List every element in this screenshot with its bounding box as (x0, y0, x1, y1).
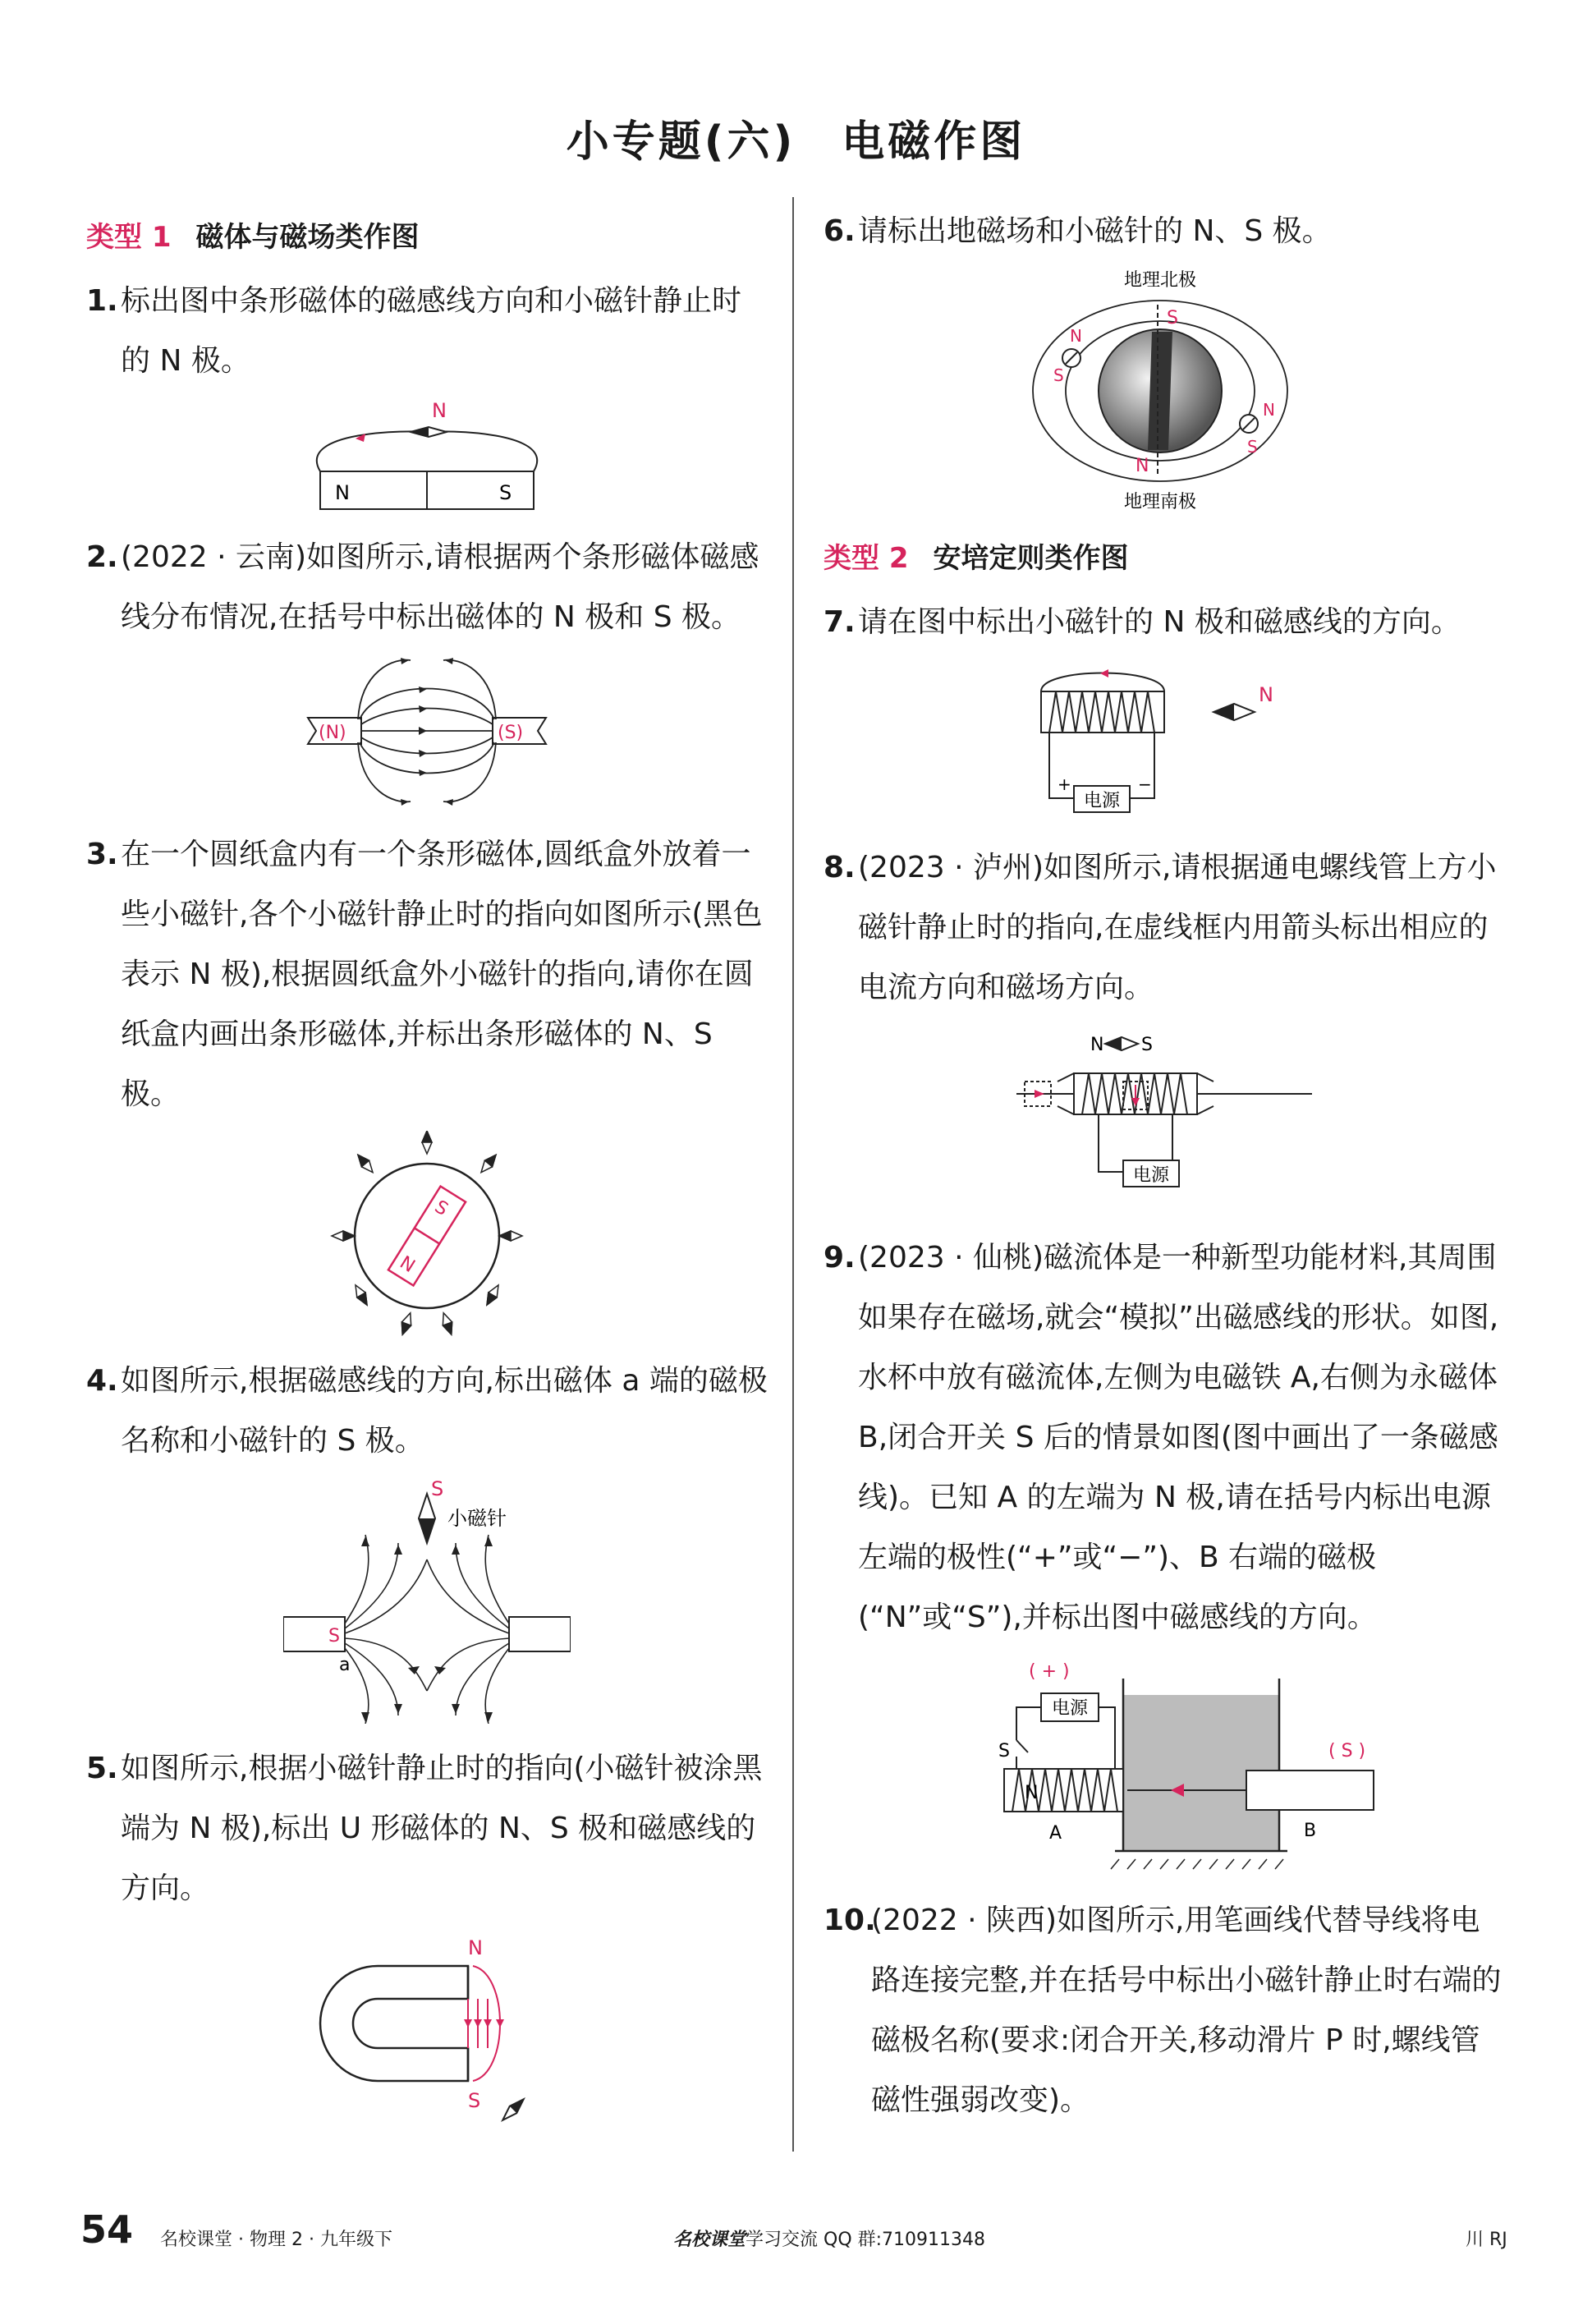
figure-6-s-left: S (1053, 365, 1064, 385)
question-4-text: 如图所示,根据磁感线的方向,标出磁体 a 端的磁极名称和小磁针的 S 极。 (121, 1364, 768, 1458)
figure-6-earth-field (1029, 268, 1300, 514)
page-title: 小专题(六) 电磁作图 (566, 117, 1026, 167)
figure-2-right-label: (S) (498, 723, 524, 743)
figure-8-source: 电源 (1132, 1165, 1170, 1186)
question-8-text: (2023 · 泸州)如图所示,请根据通电螺线管上方小磁针静止时的指向,在虚线框内用箭头标出相应的电流方向和磁场方向。 (858, 851, 1497, 1004)
figure-2-two-magnets (304, 654, 550, 810)
figure-6-n-bottom: N (1136, 456, 1149, 476)
question-9-number: 9. (824, 1241, 856, 1275)
figure-5-top-n: N (468, 1936, 483, 1959)
figure-5-bottom-s: S (468, 2089, 481, 2112)
figure-1-s-label: S (499, 481, 512, 504)
figure-9-b: B (1304, 1821, 1317, 1841)
type-1-heading (86, 208, 768, 268)
question-7-text: 请在图中标出小磁针的 N 极和磁感线的方向。 (858, 605, 1461, 639)
figure-4-pole-s: S (328, 1626, 340, 1647)
question-2-text: (2022 · 云南)如图所示,请根据两个条形磁体磁感线分布情况,在括号中标出磁体的 N 极和 S 极。 (121, 540, 759, 634)
figure-7-solenoid (1025, 659, 1304, 823)
question-10-number: 10. (824, 1904, 876, 1937)
question-9 (824, 1228, 1505, 1647)
figure-1-bar-magnet (287, 397, 567, 512)
figure-7-needle-n: N (1259, 683, 1273, 706)
question-6-number: 6. (824, 214, 856, 248)
figure-9-a: A (1049, 1823, 1062, 1844)
figure-6-s-top: S (1167, 308, 1178, 328)
left-column (86, 201, 768, 2137)
type-1-title: 磁体与磁场类作图 (195, 221, 420, 254)
figure-6-north-label: 地理北极 (1123, 270, 1197, 291)
figure-6-n-right: N (1263, 400, 1275, 420)
column-divider (792, 197, 794, 2152)
question-6 (824, 201, 1505, 261)
figure-2-left-label: (N) (319, 723, 346, 743)
question-1 (86, 271, 768, 391)
type-1-tag: 类型 1 (86, 221, 172, 254)
question-1-number: 1. (86, 284, 118, 318)
edition-code: 川 RJ (1466, 2230, 1507, 2250)
page-footer (0, 2207, 1592, 2257)
figure-3-paper-box (328, 1131, 525, 1336)
figure-9-b-pole: ( S ) (1328, 1741, 1366, 1761)
figure-1-n-label: N (335, 481, 350, 504)
figure-7-plus: + (1058, 774, 1071, 794)
brand-logo: 名校课堂 (673, 2230, 746, 2250)
figure-8-solenoid-box (1008, 1024, 1320, 1213)
figure-3-n-label: N (396, 1252, 419, 1278)
question-8 (824, 838, 1505, 1017)
type-2-heading (824, 529, 1505, 589)
figure-3-s-label: S (430, 1196, 452, 1220)
question-3-text: 在一个圆纸盒内有一个条形磁体,圆纸盒外放着一些小磁针,各个小磁针静止时的指向如图所示(黑色表示 N 极),根据圆纸盒外小磁针的指向,请你在圆纸盒内画出条形磁体,并标出条形磁体的 N、S 极。 (121, 838, 763, 1111)
qq-group (673, 2225, 985, 2251)
figure-9-magnetic-fluid (951, 1654, 1378, 1876)
figure-6-n-left: N (1070, 326, 1082, 346)
figure-9-n: N (1025, 1783, 1039, 1803)
figure-6-s-right: S (1247, 437, 1258, 457)
question-2 (86, 527, 768, 647)
type-2-tag: 类型 2 (824, 542, 909, 575)
figure-8-s: S (1141, 1035, 1153, 1055)
question-4-number: 4. (86, 1364, 118, 1398)
figure-1-needle-label: N (432, 399, 447, 422)
figure-5-u-magnet (304, 1925, 550, 2122)
question-3-number: 3. (86, 838, 118, 871)
figure-4-needle-s: S (431, 1477, 444, 1500)
question-5 (86, 1738, 768, 1918)
figure-9-switch: S (998, 1741, 1010, 1761)
question-5-number: 5. (86, 1752, 118, 1785)
page-number: 54 (80, 2207, 134, 2252)
question-7 (824, 592, 1505, 652)
question-10 (824, 1890, 1505, 2130)
question-9-text: (2023 · 仙桃)磁流体是一种新型功能材料,其周围如果存在磁场,就会“模拟”出磁感线的形状。如图,水杯中放有磁流体,左侧为电磁铁 A,右侧为永磁体 B,闭合开关 S 后的情景如图(图中画出了一条磁感线)。已知 A 的左端为 N 极,请在括号内标出电源左端的极性(“+”或“−”)、B 右端的磁极(“N”或“S”),并标出图中磁感线的方向。 (858, 1241, 1499, 1634)
figure-4-end-a: a (339, 1655, 351, 1675)
book-info: 名校课堂 · 物理 2 · 九年级下 (160, 2230, 392, 2250)
question-3 (86, 824, 768, 1124)
figure-8-n: N (1090, 1035, 1104, 1055)
question-4 (86, 1351, 768, 1471)
question-6-text: 请标出地磁场和小磁针的 N、S 极。 (858, 214, 1332, 248)
question-2-number: 2. (86, 540, 118, 574)
figure-4-field-lines (283, 1477, 571, 1724)
figure-6-south-label: 地理南极 (1123, 492, 1197, 512)
question-8-number: 8. (824, 851, 856, 884)
figure-9-source: 电源 (1051, 1698, 1089, 1719)
figure-7-minus: − (1138, 774, 1152, 794)
question-10-text: (2022 · 陕西)如图所示,用笔画线代替导线将电路连接完整,并在括号中标出小磁针静止时右端的磁极名称(要求:闭合开关,移动滑片 P 时,螺线管磁性强弱改变)。 (871, 1904, 1502, 2117)
question-1-text: 标出图中条形磁体的磁感线方向和小磁针静止时的 N 极。 (121, 284, 742, 378)
right-column (824, 201, 1505, 2130)
question-5-text: 如图所示,根据小磁针静止时的指向(小磁针被涂黑端为 N 极),标出 U 形磁体的 N、S 极和磁感线的方向。 (121, 1752, 763, 1905)
figure-9-plus: ( + ) (1029, 1661, 1070, 1682)
figure-7-source: 电源 (1083, 791, 1121, 811)
type-2-title: 安培定则类作图 (933, 542, 1129, 575)
qq-text: 学习交流 QQ 群:710911348 (746, 2230, 986, 2250)
figure-4-needle-caption: 小磁针 (447, 1507, 507, 1530)
question-7-number: 7. (824, 605, 856, 639)
